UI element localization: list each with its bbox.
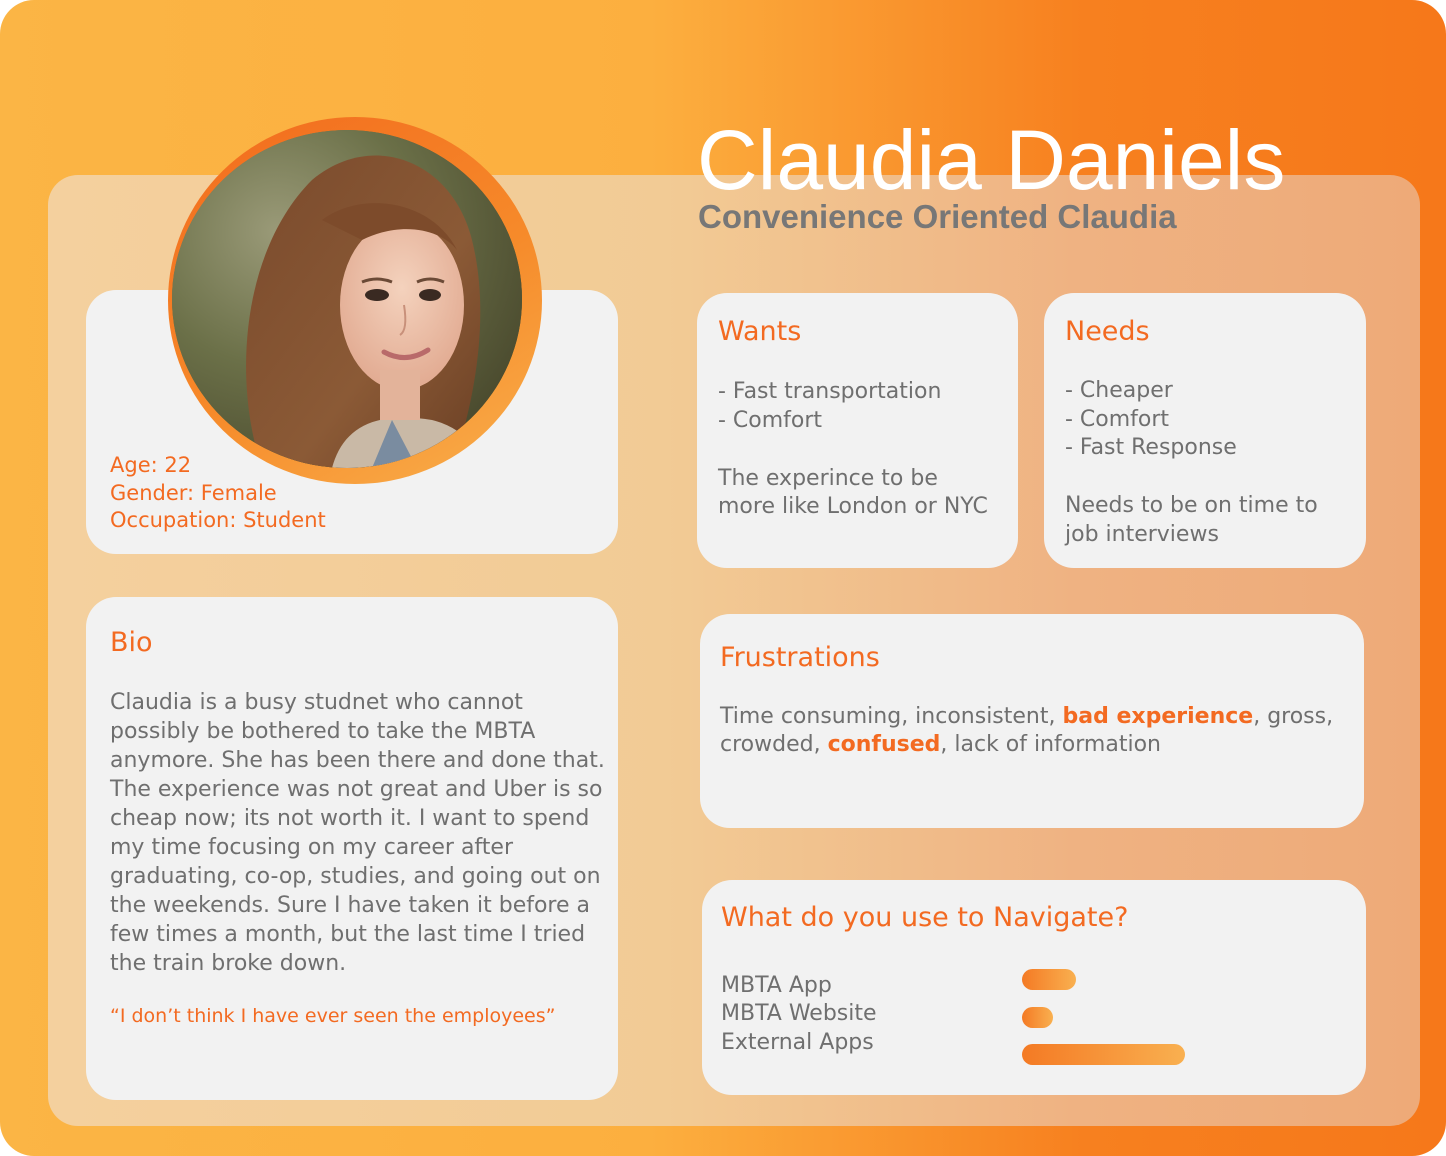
frustrations-line-1 (720, 702, 1333, 731)
usage-bar-mbta-website (1022, 1007, 1053, 1028)
wants-card (697, 293, 1018, 568)
persona-tagline: Convenience Oriented Claudia (698, 198, 1177, 235)
needs-line: - Cheaper (1065, 378, 1173, 403)
age-label: Age: 22 (110, 453, 192, 477)
bio-line: Claudia is a busy studnet who cannot (110, 690, 523, 715)
usage-bar-external-apps (1022, 1044, 1185, 1065)
bio-line: The experience was not great and Uber is so (110, 777, 603, 802)
wants-line: - Fast transportation (718, 379, 942, 404)
occupation-label: Occupation: Student (110, 508, 326, 532)
bio-line: possibly be bothered to take the MBTA (110, 719, 536, 744)
navigate-card (702, 880, 1366, 1095)
persona-name: Claudia Daniels (697, 113, 1286, 207)
bio-card (86, 597, 618, 1100)
navigate-label-external-apps: External Apps (721, 1030, 874, 1055)
frustrations-heading: Frustrations (720, 642, 880, 673)
needs-line: job interviews (1065, 522, 1219, 547)
wants-heading: Wants (718, 316, 802, 347)
navigate-label-mbta-website: MBTA Website (721, 1001, 877, 1026)
frustrations-line-2 (720, 730, 1161, 759)
usage-bar-mbta-app (1022, 969, 1076, 990)
bio-line: graduating, co-op, studies, and going out on (110, 864, 601, 889)
bio-line: the weekends. Sure I have taken it before a (110, 893, 591, 918)
navigate-label-mbta-app: MBTA App (721, 973, 832, 998)
needs-line: Needs to be on time to (1065, 493, 1318, 518)
bio-text (110, 688, 605, 978)
frustrations-highlight: confused (827, 732, 941, 757)
needs-line: - Comfort (1065, 407, 1170, 432)
wants-line: more like London or NYC (718, 494, 988, 519)
frustrations-text: crowded, (720, 732, 828, 757)
bio-line: my time focusing on my career after (110, 835, 513, 860)
needs-line: - Fast Response (1065, 435, 1237, 460)
portrait-photo (172, 130, 522, 468)
gender-label: Gender: Female (110, 481, 277, 505)
bio-heading: Bio (110, 627, 153, 658)
bio-line: the train broke down. (110, 951, 347, 976)
portrait-illustration (172, 130, 522, 468)
frustrations-text: , gross, (1253, 704, 1334, 729)
bio-line: anymore. She has been there and done that. (110, 748, 605, 773)
navigate-heading: What do you use to Navigate? (721, 902, 1129, 933)
frustrations-highlight: bad experience (1062, 704, 1254, 729)
bio-line: cheap now; its not worth it. I want to spend (110, 806, 590, 831)
needs-card (1044, 293, 1366, 568)
wants-line: The experince to be (718, 466, 938, 491)
frustrations-text: , lack of information (940, 732, 1161, 757)
bio-line: few times a month, but the last time I tried (110, 922, 586, 947)
frustrations-text: Time consuming, inconsistent, (720, 704, 1063, 729)
wants-line: - Comfort (718, 408, 823, 433)
frustrations-card (700, 614, 1364, 828)
needs-heading: Needs (1065, 316, 1150, 347)
bio-quote: “I don’t think I have ever seen the employees” (110, 1005, 556, 1027)
